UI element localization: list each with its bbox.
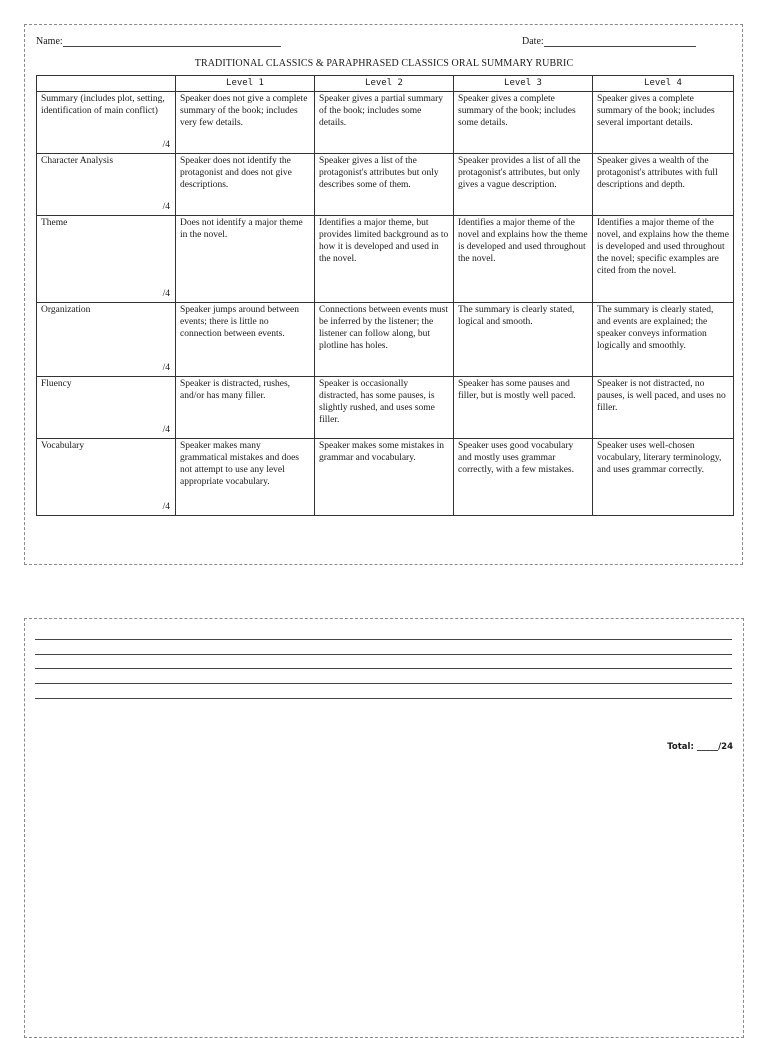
level-4-cell: Speaker is not distracted, no pauses, is well paced, and uses no filler. <box>593 377 734 439</box>
level-2-cell: Speaker gives a partial summary of the book; includes some details. <box>315 92 454 154</box>
comment-line[interactable] <box>35 639 732 640</box>
comment-line[interactable] <box>35 683 732 684</box>
table-row <box>37 92 734 154</box>
table-row <box>37 216 734 303</box>
rubric-header-row <box>37 76 734 92</box>
level-2-cell: Speaker gives a list of the protagonist's attributes but only describes some of them. <box>315 154 454 216</box>
table-row <box>37 439 734 516</box>
criterion-cell <box>37 154 176 216</box>
criterion-label: Theme <box>41 218 68 228</box>
table-row <box>37 303 734 377</box>
level-3-cell: Speaker uses good vocabulary and mostly uses grammar correctly, with a few mistakes. <box>454 439 593 516</box>
level-1-cell: Speaker does not identify the protagonist and does not give descriptions. <box>176 154 315 216</box>
level-3-cell: Speaker gives a complete summary of the book; includes some details. <box>454 92 593 154</box>
level-1-cell: Speaker makes many grammatical mistakes and does not attempt to use any level appropriate vocabulary. <box>176 439 315 516</box>
level-2-cell: Speaker makes some mistakes in grammar and vocabulary. <box>315 439 454 516</box>
level-3-cell: Identifies a major theme of the novel and explains how the theme is developed and used throughout the novel. <box>454 216 593 303</box>
level-3-cell: Speaker has some pauses and filler, but is mostly well paced. <box>454 377 593 439</box>
header-level-1: Level 1 <box>176 76 315 92</box>
name-field[interactable] <box>36 36 281 47</box>
comment-line[interactable] <box>35 654 732 655</box>
level-3-cell: Speaker provides a list of all the protagonist's attributes, but only gives a vague description. <box>454 154 593 216</box>
header-blank-cell <box>37 76 176 92</box>
criterion-label: Character Analysis <box>41 156 114 166</box>
date-blank-line[interactable] <box>544 36 696 47</box>
level-4-cell: Identifies a major theme of the novel, and explains how the theme is developed and used throughout the novel; specific examples are cited from the novel. <box>593 216 734 303</box>
criterion-cell <box>37 303 176 377</box>
score-field[interactable]: /4 <box>162 202 170 212</box>
table-row <box>37 154 734 216</box>
comments-section-border <box>24 618 744 1038</box>
score-field[interactable]: /4 <box>162 289 170 299</box>
score-field[interactable]: /4 <box>162 363 170 373</box>
comment-line[interactable] <box>35 668 732 669</box>
rubric-title: TRADITIONAL CLASSICS & PARAPHRASED CLASSICS ORAL SUMMARY RUBRIC <box>194 58 574 69</box>
level-2-cell: Connections between events must be inferred by the listener; the listener can follow along, but plotline has holes. <box>315 303 454 377</box>
score-field[interactable]: /4 <box>162 425 170 435</box>
header-level-2: Level 2 <box>315 76 454 92</box>
table-row <box>37 377 734 439</box>
level-4-cell: Speaker uses well-chosen vocabulary, literary terminology, and uses grammar correctly. <box>593 439 734 516</box>
total-score[interactable]: Total: _____/24 <box>667 742 733 752</box>
score-field[interactable]: /4 <box>162 140 170 150</box>
header-level-3: Level 3 <box>454 76 593 92</box>
criterion-label: Organization <box>41 305 91 315</box>
level-3-cell: The summary is clearly stated, logical and smooth. <box>454 303 593 377</box>
level-1-cell: Speaker is distracted, rushes, and/or has many filler. <box>176 377 315 439</box>
level-4-cell: Speaker gives a complete summary of the book; includes several important details. <box>593 92 734 154</box>
criterion-label: Summary (includes plot, setting, identification of main conflict) <box>41 94 165 116</box>
level-4-cell: Speaker gives a wealth of the protagonist's attributes with full descriptions and depth. <box>593 154 734 216</box>
level-2-cell: Identifies a major theme, but provides limited background as to how it is developed and used in the novel. <box>315 216 454 303</box>
level-1-cell: Does not identify a major theme in the novel. <box>176 216 315 303</box>
level-4-cell: The summary is clearly stated, and events are explained; the speaker conveys information logically and smoothly. <box>593 303 734 377</box>
date-field[interactable] <box>522 36 696 47</box>
criterion-cell <box>37 439 176 516</box>
comment-line[interactable] <box>35 698 732 699</box>
level-1-cell: Speaker jumps around between events; there is little no connection between events. <box>176 303 315 377</box>
name-label: Name: <box>36 36 63 47</box>
level-2-cell: Speaker is occasionally distracted, has some pauses, is slightly rushed, and uses some filler. <box>315 377 454 439</box>
criterion-label: Fluency <box>41 379 72 389</box>
level-1-cell: Speaker does not give a complete summary of the book; includes very few details. <box>176 92 315 154</box>
criterion-cell <box>37 216 176 303</box>
criterion-cell <box>37 92 176 154</box>
name-blank-line[interactable] <box>63 36 281 47</box>
header-level-4: Level 4 <box>593 76 734 92</box>
rubric-table <box>36 75 734 516</box>
criterion-label: Vocabulary <box>41 441 85 451</box>
score-field[interactable]: /4 <box>162 502 170 512</box>
criterion-cell <box>37 377 176 439</box>
date-label: Date: <box>522 36 544 47</box>
